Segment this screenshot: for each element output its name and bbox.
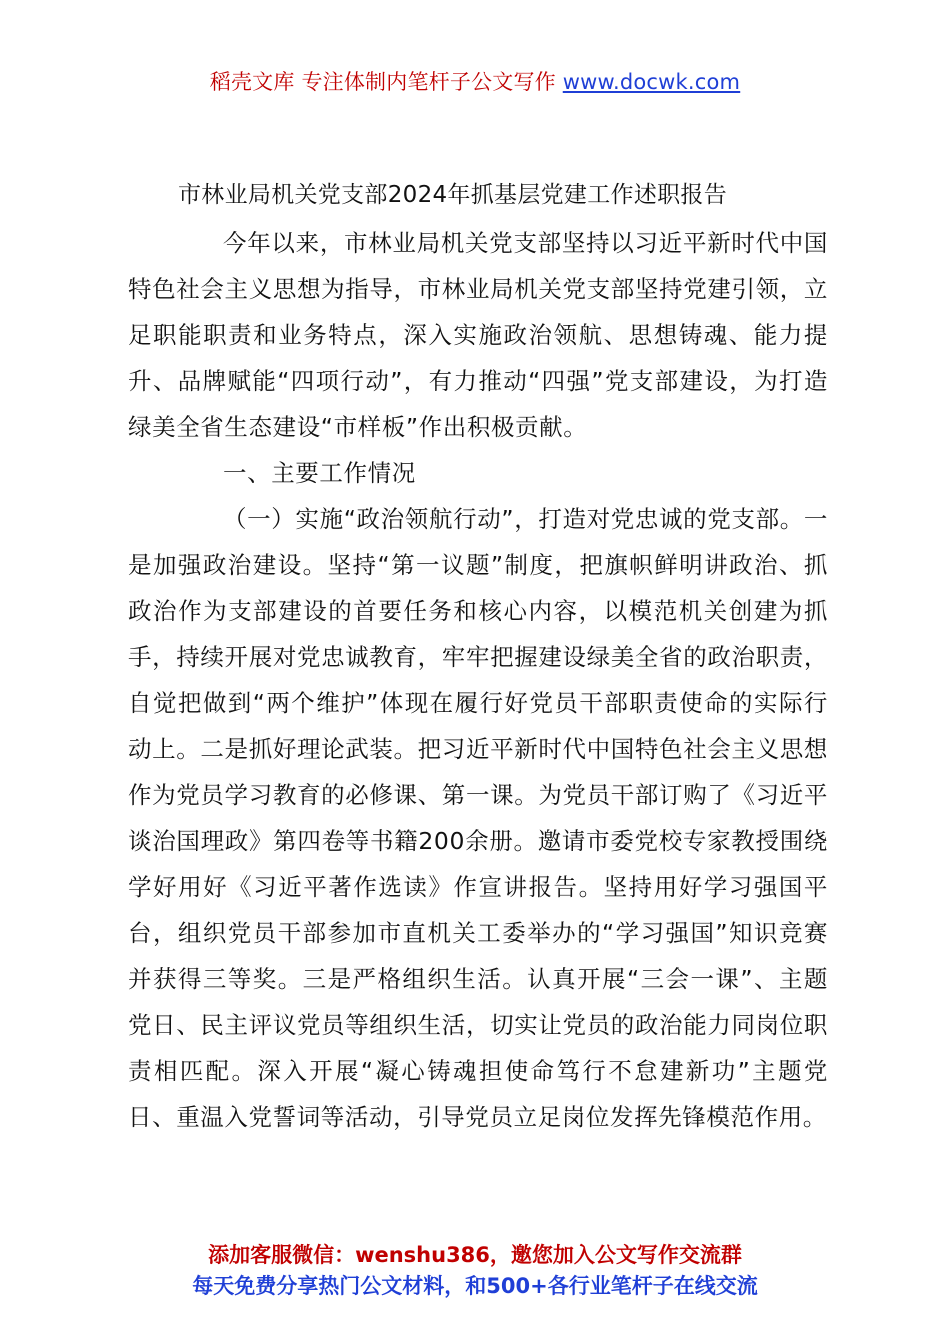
document-title: 市林业局机关党支部2024年抓基层党建工作述职报告: [178, 182, 728, 208]
section-heading: 一、主要工作情况: [223, 459, 416, 487]
footer-line-wechat: 添加客服微信：wenshu386，邀您加入公文写作交流群: [208, 1243, 742, 1267]
intro-paragraph: 今年以来，市林业局机关党支部坚持以习近平新时代中国特色社会主义思想为指导，市林业局机关党支部坚持党建引领，立足职能职责和业务特点，深入实施政治领航、思想铸魂、能力提升、品牌赋能“四项行动”，有力推动“四强”党支部建设，为打造绿美全省生态建设“市样板”作出积极贡献。: [128, 229, 828, 441]
site-brand: 稻壳文库 专注体制内笔杆子公文写作: [209, 70, 556, 94]
site-url-link[interactable]: www.docwk.com: [562, 70, 741, 94]
document-body: [128, 220, 828, 1140]
site-header: [0, 66, 950, 96]
section-paragraph: （一）实施“政治领航行动”，打造对党忠诚的党支部。一是加强政治建设。坚持“第一议题”制度，把旗帜鲜明讲政治、抓政治作为支部建设的首要任务和核心内容，以模范机关创建为抓手，持续开展对党忠诚教育，牢牢把握建设绿美全省的政治职责，自觉把做到“两个维护”体现在履行好党员干部职责使命的实际行动上。二是抓好理论武装。把习近平新时代中国特色社会主义思想作为党员学习教育的必修课、第一课。为党员干部订购了《习近平谈治国理政》第四卷等书籍200余册。邀请市委党校专家教授围绕学好用好《习近平著作选读》作宣讲报告。坚持用好学习强国平台，组织党员干部参加市直机关工委举办的“学习强国”知识竞赛并获得三等奖。三是严格组织生活。认真开展“三会一课”、主题党日、民主评议党员等组织生活，切实让党员的政治能力同岗位职责相匹配。深入开展“凝心铸魂担使命笃行不怠建新功”主题党日、重温入党誓词等活动，引导党员立足岗位发挥先锋模范作用。: [128, 505, 828, 1131]
promo-footer: [0, 1240, 950, 1302]
footer-line-share: 每天免费分享热门公文材料，和500+各行业笔杆子在线交流: [192, 1274, 758, 1298]
